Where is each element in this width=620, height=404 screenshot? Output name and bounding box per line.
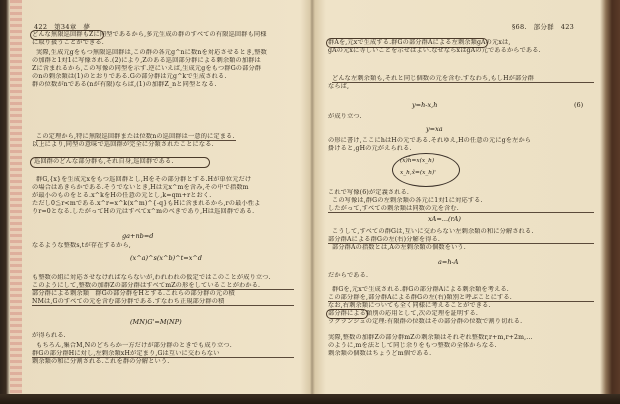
text-line: なお,右剰余類についても全く同様に考えることができる. [328,302,491,309]
right-page [316,0,602,404]
table-surface [0,394,620,404]
text-line: Zに含まれるから,この写像の同型を示す.逆にいえば,生成元gをもつ群Gの部分群 [32,65,262,72]
text-line: の形に書け,ここにhはHの元である.それゆえ,Hの任意の元にgを左から [328,137,532,144]
formula: y=h-x,h [412,101,438,109]
underlined-line: したがって,すべての剰余類は同数の元を含む. [328,205,594,213]
text-line: の加群と1対1に写像される.(2)により,Zのある巡回部分群による剰余類の加群は [32,57,261,64]
text-line: もちろん,集合M,Nのどちらか一方だけが部分群のときでも成り立つ. [36,342,232,349]
underlined-line: この部分群を,部分群Aによる群Gの左(右)類別と呼ぶことにする. [328,294,594,302]
text-line: 部分群による剰余類 群Gの部分群をHとする.これらの部分群の元の積 [32,290,235,297]
text-line: が最小のものをとる.x^kをHの任意の元とし,k=qm+rとおく. [32,192,212,199]
text-line: 実際,整数の加群Zの部分群mZの剰余類はそれぞれ整数r,r+m,r+2m,... [328,334,533,341]
text-line: ラグランジュの定理:有限群の位数はその部分群の位数で割り切れる. [328,318,523,325]
text-line: なるような整数s,tが存在するから, [32,242,131,249]
text-line: 部分群による類別の応用として,次の定理を証明する. [328,310,478,317]
underlined-line: NMは,Gのすべての元を含む部分群である.すなわち正規部分群の積 [32,298,294,306]
text-line: これで写像(6)が定義される. [328,189,410,196]
text-line: ならば, [328,83,350,90]
underlined-line: どんな左剰余類も,それと同じ個数の元を含む.すなわち,もしHが部分群 [332,75,594,83]
text-line: だからである. [328,272,369,279]
left-running-header: 422 第34章 夢 [34,23,91,31]
text-line: も整数の組に対応させなければならないが,われわれの仮定ではこのことが成り立つ. [32,274,271,281]
formula: (MN)G'=M(NP) [130,318,182,326]
boxed-theorem-line: 巡回群のどんな部分群も,それ自身,巡回群である. [34,158,174,165]
text-line: に取り扱うことができる. [32,39,104,46]
formula: a=h-A [438,258,459,266]
formula: y=xa [426,125,443,133]
text-line: りr=0となる.したがってHの元はすべてx^mのべきであり,Hは巡回群である. [32,208,255,215]
text-line: 掛けると,gHの元がえられる. [328,145,412,152]
text-line: の場合はあきらかである.そうでないとき,Hは元x^mを含み,その中で指数m [32,184,249,191]
text-line: どんな無限巡回群もZに同型であるから,多元生成の群のすべての有限巡回群も同様 [32,31,267,38]
text-line: 剰余類の和に分割される.これを群の分解という. [32,358,170,365]
text-line: 群の位数がnである(nが有限)ならば,(1)の加群Z_nと同型となる. [32,81,217,88]
formula: (x^a)^s(x^b)^t=x^d [130,254,202,262]
text-line: 群Gを,元xで生成される.群Gの部分群Aによる剰余類を考える. [332,286,509,293]
text-line: この写像は,群Gの左剰余類の各元に1対1に対応する. [332,197,483,204]
left-page [10,0,306,404]
underlined-line: このようにして,整数の加群Zの部分群はすべてmZの形をしていることがわかる. [32,282,294,290]
oval-formula: x_h,x̃=(x_h)' [400,170,436,176]
text-line: 群Aを,元xで生成する.群Gの部分群Aによる左剰余類gAの元xは, [328,39,511,46]
text-line: 群G,{x}を生成元xをもつ巡回群とし,Hをその部分群とする.Hが単位元だけ [36,176,252,183]
underlined-line: この定理から,特に無限巡回群または位数nの巡回群は一意的に定まる. [36,133,235,140]
text-line: gAの元xに等しいことを示せばよい.なぜならxはgAの元であるからである. [328,47,541,54]
text-line: 以上により,同型の意味で巡回群が完全に分類されたことになる. [32,141,214,148]
page-edge-stain [10,0,22,404]
underlined-line: 群Gの部分群Hに対し,左剰余類xHが定まり,Gは互いに交わらない [32,350,294,358]
text-line: ただし0≦r<mである.x^r=x^k(x^m)^{-q}もHに含まれるから,rの最小性よ [32,200,261,207]
text-line: 剰余類の個数はちょうどm個である. [328,350,432,357]
formula: xA=...(rA) [428,215,461,223]
text-line: こうして,すべての群Gは,互いに交わらない左剰余類の和に分解される. [332,228,534,235]
text-line: が成り立つ. [328,113,362,120]
text-line: のnの剰余類は(1)のとおりである.Gの部分群は元g^kで生成される. [32,73,227,80]
underlined-line: 部分群Aによる群Gの左(右)分解を得る. [328,236,594,244]
formula: ga+nb=d [122,232,154,240]
equation-number: (6) [574,101,584,109]
text-line: が得られる. [32,332,66,339]
oval-formula: (x)h̃=x(x_h) [400,158,435,164]
text-line: のように,mを法として同じ余りをもつ整数の全体からなる. [328,342,497,349]
text-line: 実際,生成元gをもつ無限巡回群は,この群の各元g^nに数nを対応させるとき,整数 [36,49,267,56]
text-line: 部分群Aの指数とは,Aの左剰余類の個数をいう. [332,244,466,251]
right-running-header: §68. 部分群 423 [512,23,575,31]
